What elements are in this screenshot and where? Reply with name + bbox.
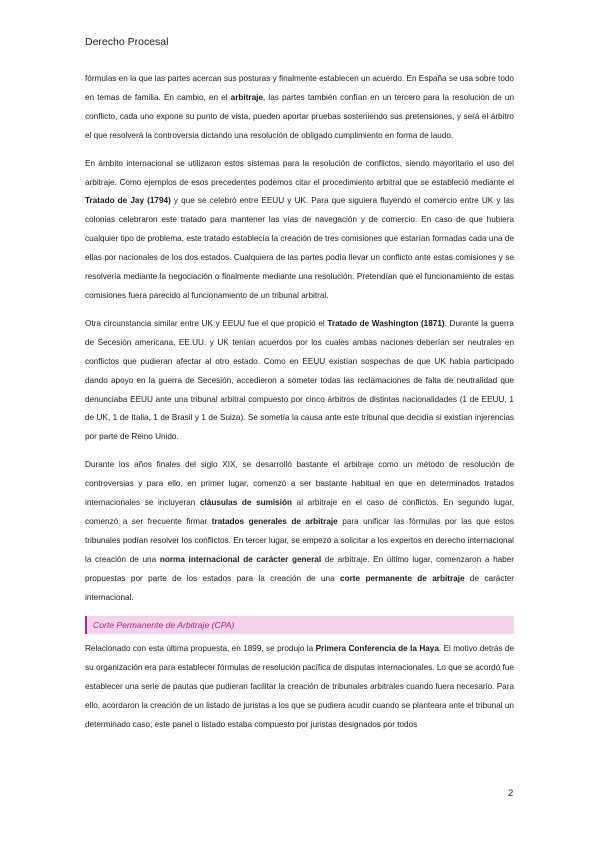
text-run: fórmulas en la que las partes acercan sus posturas y finalmente establecen un acuerdo. En España se usa sobre todo en temas de familia. En cambio, en el xyxy=(85,74,514,102)
text-run: . Durante la guerra de Secesión americana, EE.UU. y UK tenían acuerdos por los cuales ambas naciones deberían ser neutrales en conflictos que pudieran afectar al otro estado. Como en EEUU existían sospechas de que UK había participado dando apoyo en la guerra de Secesión, accedieron a someter todas las reclamaciones de falta de neutralidad que denunciaba EEUU ante una tribunal arbitral compuesto por cinco árbitros de distintas nacionalidades (1 de EEUU, 1 de UK, 1 de Italia, 1 de Brasil y 1 de Suiza). Se sometía la causa ante este tribunal que decidía si existían injerencias por parte de Reino Unido. xyxy=(85,318,514,442)
paragraph xyxy=(85,640,514,735)
text-run: Durante los años finales del siglo XIX, se desarrolló bastante el arbitraje como un método de resolución de controversias y para ello, en primer lugar, comenzó a ser bastante habitual en que en determinados tratados internacionales se incluyeran xyxy=(85,460,514,508)
bold-text: Primera Conferencia de la Haya xyxy=(315,644,439,654)
page-number: 2 xyxy=(508,788,514,799)
bold-text: cláusulas de sumisión xyxy=(199,498,293,508)
text-run: En ámbito internacional se utilizaron estos sistemas para la resolución de conflictos, siendo mayoritario el uso del arbitraje. Como ejemplos de esos precedentes podemos citar el procedimiento arbitral que se estableció mediante el xyxy=(85,158,514,187)
text-run: Relacionado con esta última propuesta, en 1899, se produjo la xyxy=(85,644,316,654)
bold-text: norma internacional de carácter general xyxy=(159,554,322,564)
section-heading xyxy=(85,616,514,634)
text-run: , las partes también confían en un tercero para la resolución de un conflicto, cada uno expone su punto de vista, pueden aportar pruebas sosteniendo sus pretensiones, y será el árbitro el que resolverá la controversia dictando una resolución de obligado cumplimiento en forma de laudo. xyxy=(85,92,514,140)
text-run: . El motivo detrás de su organización era para establecer fórmulas de resolución pacífica de disputas internacionales. Lo que se acordó fue establecer una serie de pautas que pudieran facilitar la creación de tribunales arbitrales cuando fuera necesario. Para ello, acordaron la creación de un listado de juristas a los que se pudiera acudir cuando se planteara ante el tribunal un determinado caso; este panel o listado estaba compuesto por juristas designados por todos xyxy=(85,644,514,730)
paragraph xyxy=(85,456,514,607)
bold-text: Tratado de Jay (1794) xyxy=(85,196,171,206)
text-run: de arbitraje. En último lugar, comenzaron a haber propuestas por parte de los estados para la creación de una xyxy=(85,554,515,583)
text-run: al arbitraje en el caso de conflictos. En segundo lugar, comenzó a ser frecuente firmar xyxy=(85,498,514,526)
paragraph xyxy=(85,70,514,146)
text-run: de carácter internacional. xyxy=(85,573,514,602)
text-run: Otra circunstancia similar entre UK y EEUU fue el que propició el xyxy=(85,318,328,328)
paragraph xyxy=(85,155,514,306)
paragraph xyxy=(85,315,514,447)
bold-text: Tratado de Washington (1871) xyxy=(327,318,445,328)
section-heading-text: Corte Permanente de Arbitraje (CPA) xyxy=(93,620,235,631)
text-run: y que se celebró entre EEUU y UK. Para que siguiera fluyendo el comercio entre UK y las colonias celebraron este tratado para mantener las vías de navegación y de comercio. En caso de que hubiera cualquier tipo de problema, este tratado establecía la creación de tres comisiones que estarían formadas cada una de ellas por nacionales de los dos estados. Cualquiera de las partes podía llevar un conflicto ante estas comisiones y se resolvería mediante la negociación o finalmente mediante una resolución. Pretendían que el funcionamiento de estas comisiones fuera parecido al funcionamiento de un tribunal arbitral. xyxy=(85,196,514,300)
text-run: para unificar las fórmulas por las que estos tribunales podían resolver los conflictos. En tercer lugar, se empezó a solicitar a los expertos en derecho internacional la creación de una xyxy=(85,516,514,564)
document-body xyxy=(85,70,514,744)
document-header: Derecho Procesal xyxy=(85,36,169,48)
bold-text: arbitraje xyxy=(230,92,263,102)
bold-text: corte permanente de arbitraje xyxy=(340,573,465,583)
bold-text: tratados generales de arbitraje xyxy=(211,516,338,526)
